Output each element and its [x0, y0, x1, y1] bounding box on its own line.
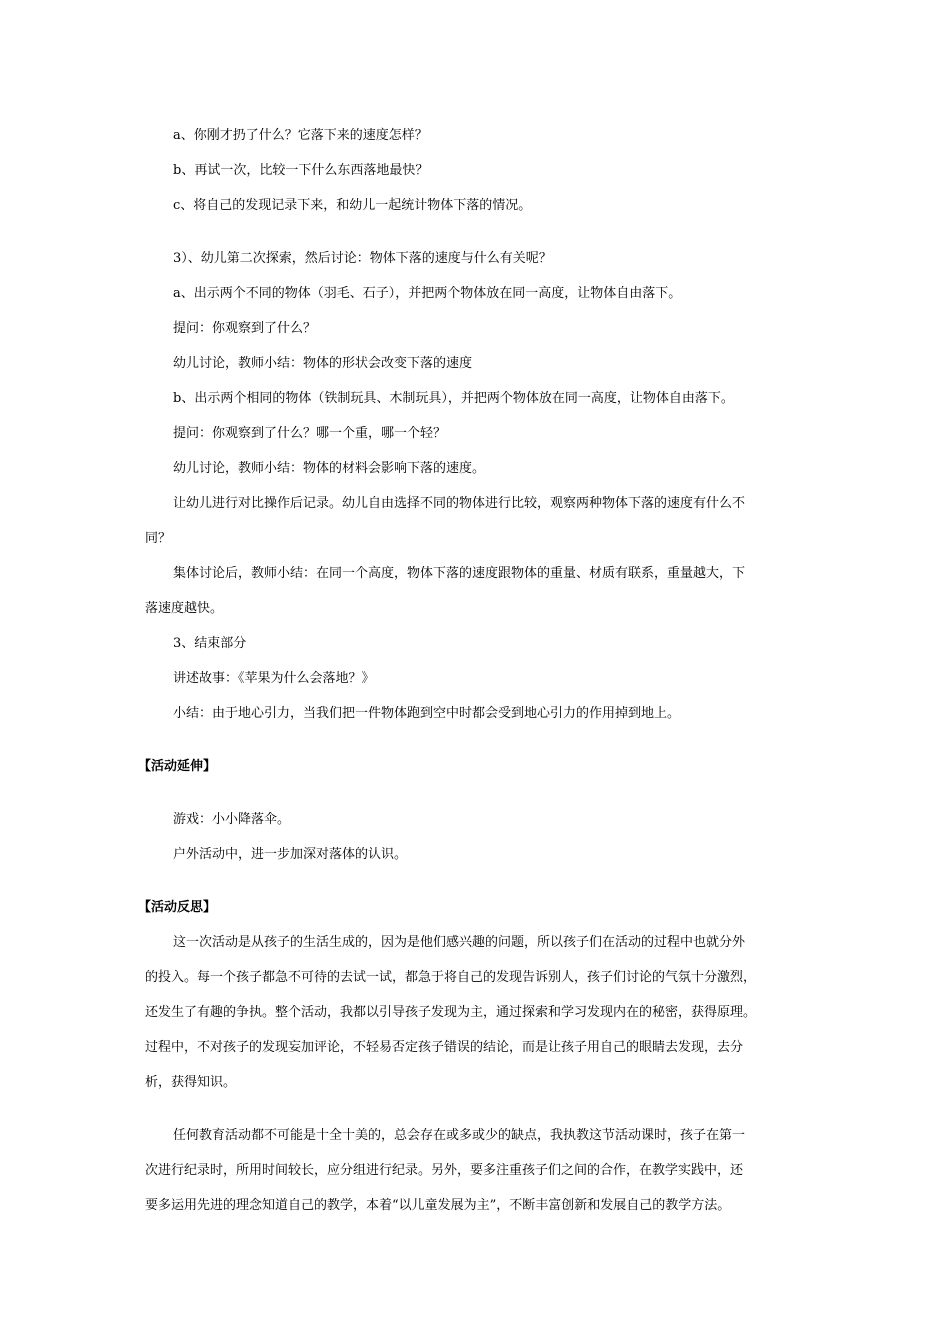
extension-game: 游戏：小小降落伞。: [173, 812, 291, 827]
group-summary-line-1: 集体讨论后，教师小结：在同一个高度，物体下落的速度跟物体的重量、材质有联系，重量越大，下: [173, 566, 746, 581]
extension-heading: 【活动延伸】: [138, 759, 217, 774]
reflection-p1-line-1: 这一次活动是从孩子的生活生成的，因为是他们感兴趣的问题，所以孩子们在活动的过程中也就分外: [173, 935, 746, 950]
reflection-p1-line-5: 析，获得知识。: [145, 1075, 237, 1090]
record-paragraph-line-2: 同？: [145, 531, 172, 546]
exploration-summary-a: 幼儿讨论，教师小结：物体的形状会改变下落的速度: [173, 356, 473, 371]
exploration-question-a: 提问：你观察到了什么？: [173, 321, 317, 336]
exploration-summary-b: 幼儿讨论，教师小结：物体的材料会影响下落的速度。: [173, 461, 486, 476]
ending-summary: 小结：由于地心引力，当我们把一件物体跑到空中时都会受到地心引力的作用掉到地上。: [173, 706, 681, 721]
extension-outdoor: 户外活动中，进一步加深对落体的认识。: [173, 847, 408, 862]
reflection-p2-line-1: 任何教育活动都不可能是十全十美的，总会存在或多或少的缺点，我执教这节活动课时，孩子在第一: [173, 1128, 746, 1143]
question-a: a、你刚才扔了什么？它落下来的速度怎样？: [173, 128, 428, 143]
reflection-heading: 【活动反思】: [138, 900, 217, 915]
record-paragraph-line-1: 让幼儿进行对比操作后记录。幼儿自由选择不同的物体进行比较，观察两种物体下落的速度有什么不: [173, 496, 746, 511]
reflection-p1-line-2: 的投入。每一个孩子都急不可待的去试一试，都急于将自己的发现告诉别人，孩子们讨论的气氛十分激烈，: [145, 970, 757, 985]
question-b: b、再试一次，比较一下什么东西落地最快？: [173, 163, 429, 178]
reflection-p2-line-3: 要多运用先进的理念知道自己的教学，本着“以儿童发展为主”，不断丰富创新和发展自己的教学方法。: [145, 1198, 731, 1213]
second-exploration-title: 3）、幼儿第二次探索，然后讨论：物体下落的速度与什么有关呢？: [173, 251, 552, 266]
exploration-step-b: b、出示两个相同的物体（铁制玩具、木制玩具），并把两个物体放在同一高度，让物体自由落下。: [173, 391, 734, 406]
reflection-p1-line-4: 过程中，不对孩子的发现妄加评论，不轻易否定孩子错误的结论，而是让孩子用自己的眼睛去发现，去分: [145, 1040, 744, 1055]
exploration-step-a: a、出示两个不同的物体（羽毛、石子），并把两个物体放在同一高度，让物体自由落下。: [173, 286, 682, 301]
reflection-p2-line-2: 次进行纪录时，所用时间较长，应分组进行纪录。另外，要多注重孩子们之间的合作，在教学实践中，还: [145, 1163, 744, 1178]
question-c: c、将自己的发现记录下来，和幼儿一起统计物体下落的情况。: [173, 198, 532, 213]
reflection-p1-line-3: 还发生了有趣的争执。整个活动，我都以引导孩子发现为主，通过探索和学习发现内在的秘密，获得原理。: [145, 1005, 757, 1020]
ending-story: 讲述故事：《苹果为什么会落地？》: [173, 671, 375, 686]
ending-title: 3、结束部分: [173, 636, 247, 651]
exploration-question-b: 提问：你观察到了什么？哪一个重，哪一个轻？: [173, 426, 447, 441]
group-summary-line-2: 落速度越快。: [145, 601, 224, 616]
